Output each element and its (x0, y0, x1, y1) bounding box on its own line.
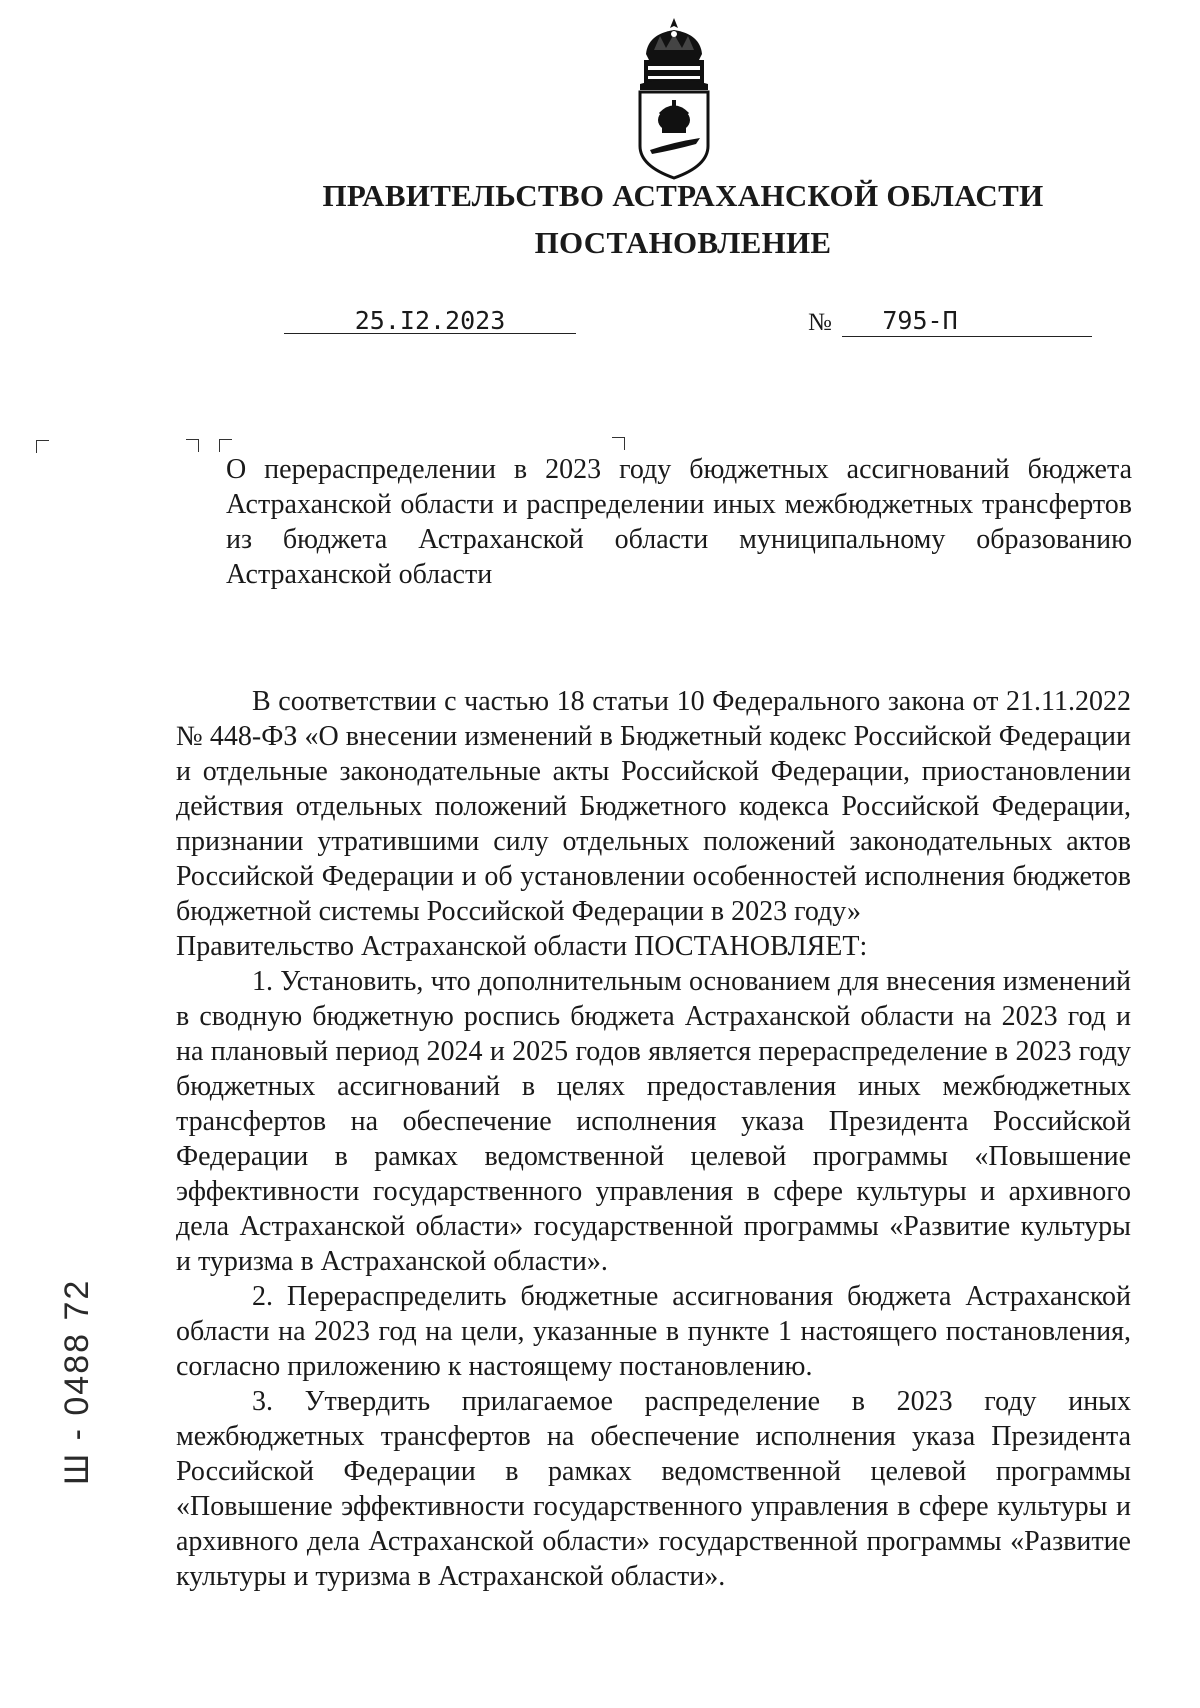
document-number: 795-П (882, 306, 958, 335)
item-2: 2. Перераспределить бюджетные ассигнования бюджета Астраханской области на 2023 год на цели, указанные в пункте 1 настоящего постановления, согласно приложению к настоящему постановлению. (176, 1281, 1131, 1382)
number-sign: № (808, 309, 832, 336)
resolution-line: Правительство Астраханской области ПОСТАНОВЛЯЕТ: (176, 931, 868, 962)
coat-of-arms-icon (626, 14, 722, 182)
document-subject: О перераспределении в 2023 году бюджетных ассигнований бюджета Астраханской области и распределении иных межбюджетных трансфертов из бюджета Астраханской области муниципальному образованию Астраханской области (226, 454, 1132, 590)
date-underline (284, 333, 576, 334)
corner-mark-subject-left-1 (186, 439, 199, 452)
registration-side-mark: Ш - 0488 72 (58, 1278, 96, 1485)
number-underline (842, 336, 1092, 337)
item-3: 3. Утвердить прилагаемое распределение в 2023 году иных межбюджетных трансфертов на обеспечение исполнения указа Президента Российской Федерации в рамках ведомственной целевой программы «Повышение эффективности государственного управления в сфере культуры и архивного дела Астраханской области» государственной программы «Развитие культуры и туризма в Астраханской области». (176, 1386, 1131, 1592)
preamble-paragraph: В соответствии с частью 18 статьи 10 Федерального закона от 21.11.2022 № 448-ФЗ «О внесении изменений в Бюджетный кодекс Российской Федерации и отдельные законодательные акты Российской Федерации, приостановлении действия отдельных положений Бюджетного кодекса Российской Федерации, признании утратившими силу отдельных положений законодательных актов Российской Федерации и об установлении особенностей исполнения бюджетов бюджетной системы Российской Федерации в 2023 году» (176, 686, 1131, 927)
document-body (176, 684, 1131, 1594)
organization-title: ПРАВИТЕЛЬСТВО АСТРАХАНСКОЙ ОБЛАСТИ (322, 178, 1044, 213)
corner-mark-subject-left-2 (219, 439, 232, 452)
corner-mark-subject-right (612, 437, 625, 450)
document-type: ПОСТАНОВЛЕНИЕ (534, 225, 832, 260)
corner-mark-left (36, 440, 49, 453)
item-1: 1. Установить, что дополнительным основанием для внесения изменений в сводную бюджетную роспись бюджета Астраханской области на 2023 год и на плановый период 2024 и 2025 годов является перераспределение в 2023 году бюджетных ассигнований в целях предоставления иных межбюджетных трансфертов на обеспечение исполнения указа Президента Российской Федерации в рамках ведомственной целевой программы «Повышение эффективности государственного управления в сфере культуры и архивного дела Астраханской области» государственной программы «Развитие культуры и туризма в Астраханской области». (176, 966, 1131, 1277)
document-date: 25.I2.2023 (354, 306, 506, 335)
